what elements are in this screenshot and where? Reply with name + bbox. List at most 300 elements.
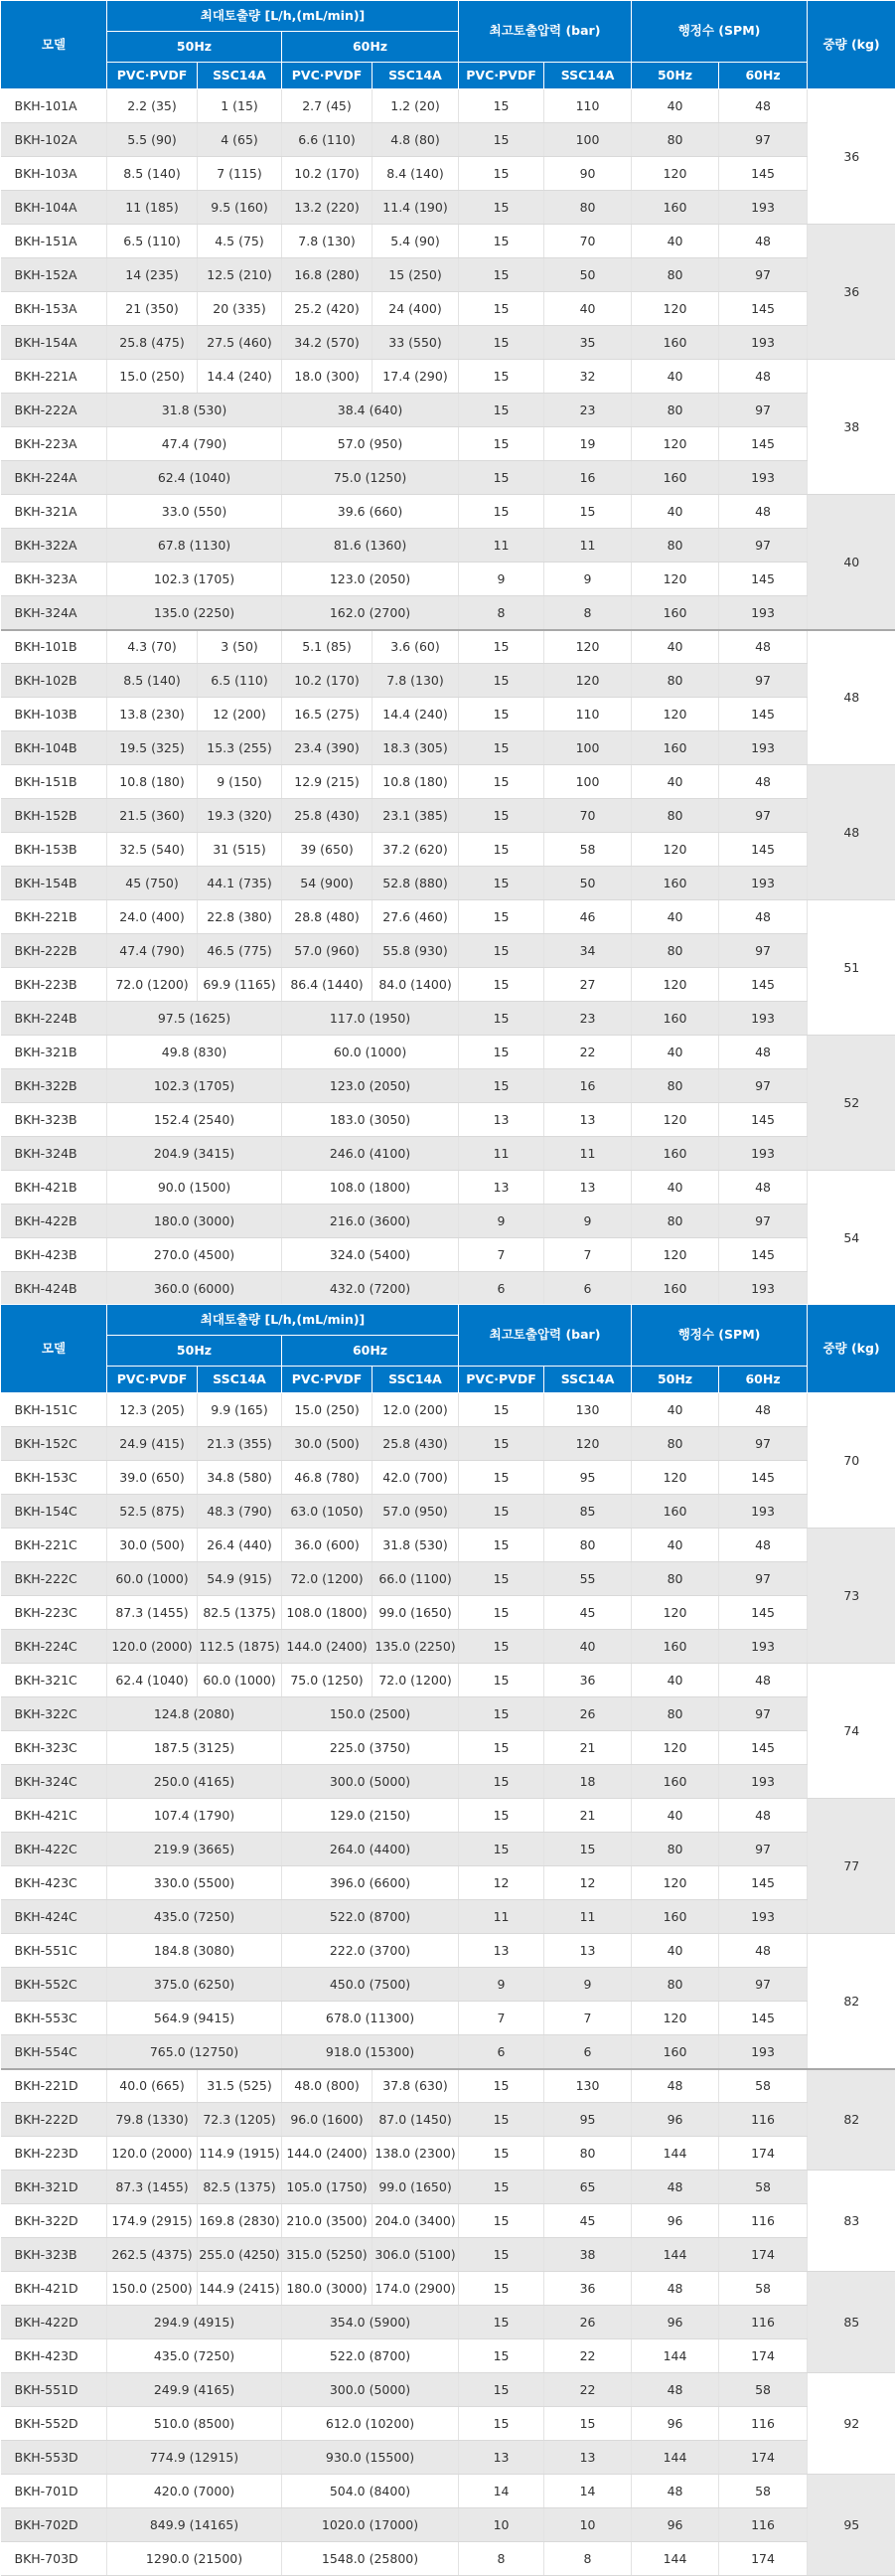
strokes-60hz-cell: 145 <box>719 157 808 191</box>
table-row <box>1 2171 895 2204</box>
flow-60hz-cell: 57.0 (950) <box>282 427 459 461</box>
model-cell: BKH-152B <box>1 799 107 833</box>
strokes-50hz-cell: 40 <box>632 1934 719 1968</box>
flow-50hz-ssc-cell: 22.8 (380) <box>198 900 282 934</box>
flow-60hz-ssc-cell: 52.8 (880) <box>373 867 459 900</box>
flow-60hz-ssc-cell: 27.6 (460) <box>373 900 459 934</box>
flow-60hz-ssc-cell: 87.0 (1450) <box>373 2103 459 2137</box>
table-row <box>1 2306 895 2339</box>
strokes-50hz-cell: 160 <box>632 731 719 765</box>
table-row <box>1 2508 895 2542</box>
table-row <box>1 1731 895 1765</box>
table-row <box>1 664 895 698</box>
pressure-ssc-cell: 55 <box>544 1562 632 1596</box>
strokes-60hz-cell: 193 <box>719 2035 808 2069</box>
pressure-ssc-cell: 15 <box>544 495 632 529</box>
model-cell: BKH-321C <box>1 1664 107 1697</box>
pressure-ssc-cell: 130 <box>544 2069 632 2103</box>
flow-60hz-pvc-cell: 72.0 (1200) <box>282 1562 373 1596</box>
flow-50hz-pvc-cell: 45 (750) <box>107 867 198 900</box>
strokes-50hz-cell: 80 <box>632 258 719 292</box>
strokes-50hz-cell: 96 <box>632 2306 719 2339</box>
flow-60hz-ssc-cell: 17.4 (290) <box>373 360 459 394</box>
table-row <box>1 765 895 799</box>
strokes-60hz-cell: 97 <box>719 1833 808 1866</box>
flow-60hz-cell: 504.0 (8400) <box>282 2475 459 2508</box>
flow-60hz-ssc-header: SSC14A <box>373 1367 459 1393</box>
flow-50hz-cell: 124.8 (2080) <box>107 1697 282 1731</box>
pressure-pvc-cell: 15 <box>459 2339 544 2373</box>
table-row <box>1 1664 895 1697</box>
flow-60hz-cell: 123.0 (2050) <box>282 563 459 596</box>
flow-60hz-ssc-cell: 33 (550) <box>373 326 459 360</box>
flow-60hz-pvc-cell: 108.0 (1800) <box>282 1596 373 1630</box>
flow-60hz-ssc-cell: 7.8 (130) <box>373 664 459 698</box>
flow-60hz-pvc-cell: 6.6 (110) <box>282 123 373 157</box>
model-cell: BKH-104A <box>1 191 107 225</box>
flow-60hz-pvc-cell: 144.0 (2400) <box>282 1630 373 1664</box>
strokes-60hz-cell: 193 <box>719 731 808 765</box>
weight-cell: 36 <box>808 89 895 225</box>
strokes-50hz-cell: 40 <box>632 900 719 934</box>
table-row <box>1 1002 895 1036</box>
flow-60hz-ssc-cell: 55.8 (930) <box>373 934 459 968</box>
model-cell: BKH-323A <box>1 563 107 596</box>
pressure-ssc-cell: 7 <box>544 2002 632 2035</box>
flow-60hz-pvc-cell: 7.8 (130) <box>282 225 373 258</box>
flow-60hz-pvc-cell: 18.0 (300) <box>282 360 373 394</box>
strokes-60hz-cell: 48 <box>719 1664 808 1697</box>
weight-cell: 51 <box>808 900 895 1036</box>
flow-50hz-ssc-cell: 34.8 (580) <box>198 1461 282 1495</box>
flow-60hz-ssc-cell: 99.0 (1650) <box>373 1596 459 1630</box>
strokes-50hz-cell: 120 <box>632 1103 719 1137</box>
strokes-50hz-cell: 144 <box>632 2339 719 2373</box>
flow-60hz-pvc-cell: 210.0 (3500) <box>282 2204 373 2238</box>
pressure-pvc-cell: 8 <box>459 2542 544 2576</box>
pressure-ssc-header: SSC14A <box>544 1367 632 1393</box>
pressure-ssc-cell: 58 <box>544 833 632 867</box>
table-row <box>1 731 895 765</box>
weight-cell: 92 <box>808 2373 895 2475</box>
flow-60hz-ssc-cell: 12.0 (200) <box>373 1393 459 1427</box>
strokes-50hz-cell: 120 <box>632 1461 719 1495</box>
model-header: 모델 <box>1 1 107 89</box>
pressure-pvc-cell: 15 <box>459 664 544 698</box>
flow-50hz-pvc-cell: 5.5 (90) <box>107 123 198 157</box>
pressure-ssc-cell: 6 <box>544 2035 632 2069</box>
strokes-50hz-cell: 120 <box>632 2002 719 2035</box>
model-cell: BKH-151B <box>1 765 107 799</box>
flow-50hz-ssc-cell: 14.4 (240) <box>198 360 282 394</box>
flow-60hz-ssc-cell: 11.4 (190) <box>373 191 459 225</box>
pressure-pvc-cell: 15 <box>459 495 544 529</box>
strokes-50hz-cell: 40 <box>632 1171 719 1205</box>
model-cell: BKH-102B <box>1 664 107 698</box>
flow-60hz-ssc-cell: 18.3 (305) <box>373 731 459 765</box>
weight-cell: 95 <box>808 2475 895 2576</box>
strokes-50hz-cell: 40 <box>632 360 719 394</box>
flow-60hz-ssc-cell: 1.2 (20) <box>373 89 459 123</box>
flow-60hz-ssc-cell: 306.0 (5100) <box>373 2238 459 2272</box>
strokes-60hz-cell: 48 <box>719 900 808 934</box>
pressure-ssc-cell: 8 <box>544 2542 632 2576</box>
weight-cell: 40 <box>808 495 895 630</box>
pressure-ssc-cell: 40 <box>544 292 632 326</box>
model-cell: BKH-421D <box>1 2272 107 2306</box>
strokes-60hz-cell: 145 <box>719 1731 808 1765</box>
model-cell: BKH-322A <box>1 529 107 563</box>
model-cell: BKH-153A <box>1 292 107 326</box>
pressure-ssc-cell: 9 <box>544 563 632 596</box>
strokes-60hz-cell: 97 <box>719 934 808 968</box>
flow-60hz-pvc-cell: 2.7 (45) <box>282 89 373 123</box>
model-cell: BKH-103B <box>1 698 107 731</box>
table-row <box>1 360 895 394</box>
flow-60hz-cell: 918.0 (15300) <box>282 2035 459 2069</box>
table-row <box>1 1934 895 1968</box>
flow-60hz-cell: 150.0 (2500) <box>282 1697 459 1731</box>
model-cell: BKH-421C <box>1 1799 107 1833</box>
flow-60hz-ssc-cell: 204.0 (3400) <box>373 2204 459 2238</box>
pressure-pvc-cell: 15 <box>459 2238 544 2272</box>
strokes-60hz-cell: 58 <box>719 2171 808 2204</box>
model-cell: BKH-104B <box>1 731 107 765</box>
spec-table-2 <box>0 1304 895 2576</box>
strokes-60hz-cell: 48 <box>719 1799 808 1833</box>
model-cell: BKH-322D <box>1 2204 107 2238</box>
weight-cell: 77 <box>808 1799 895 1934</box>
table-row <box>1 191 895 225</box>
table-row <box>1 394 895 427</box>
flow-60hz-cell: 396.0 (6600) <box>282 1866 459 1900</box>
model-cell: BKH-324C <box>1 1765 107 1799</box>
strokes-50hz-cell: 160 <box>632 1002 719 1036</box>
strokes-60hz-cell: 97 <box>719 123 808 157</box>
model-header: 모델 <box>1 1305 107 1393</box>
flow-60hz-cell: 522.0 (8700) <box>282 2339 459 2373</box>
pressure-pvc-cell: 6 <box>459 2035 544 2069</box>
strokes-60hz-cell: 116 <box>719 2103 808 2137</box>
flow-50hz-pvc-cell: 8.5 (140) <box>107 664 198 698</box>
model-cell: BKH-552D <box>1 2407 107 2441</box>
flow-60hz-cell: 450.0 (7500) <box>282 1968 459 2002</box>
strokes-60hz-cell: 193 <box>719 1272 808 1306</box>
strokes-60hz-cell: 174 <box>719 2441 808 2475</box>
flow-50hz-ssc-cell: 46.5 (775) <box>198 934 282 968</box>
table-row <box>1 2441 895 2475</box>
flow-60hz-pvc-cell: 13.2 (220) <box>282 191 373 225</box>
table-body-1 <box>1 89 895 1306</box>
pressure-ssc-cell: 16 <box>544 461 632 495</box>
strokes-50hz-cell: 48 <box>632 2272 719 2306</box>
flow-50hz-cell: 152.4 (2540) <box>107 1103 282 1137</box>
flow-50hz-pvc-cell: 4.3 (70) <box>107 630 198 664</box>
strokes-60hz-cell: 116 <box>719 2204 808 2238</box>
strokes-50hz-cell: 160 <box>632 191 719 225</box>
flow-60hz-cell: 129.0 (2150) <box>282 1799 459 1833</box>
flow-60hz-pvc-cell: 30.0 (500) <box>282 1427 373 1461</box>
flow-60hz-ssc-cell: 57.0 (950) <box>373 1495 459 1529</box>
flow-50hz-pvc-cell: 21 (350) <box>107 292 198 326</box>
model-cell: BKH-322B <box>1 1069 107 1103</box>
strokes-50hz-cell: 40 <box>632 1529 719 1562</box>
pressure-ssc-cell: 46 <box>544 900 632 934</box>
pressure-ssc-cell: 22 <box>544 1036 632 1069</box>
strokes-60hz-cell: 97 <box>719 1697 808 1731</box>
model-cell: BKH-551D <box>1 2373 107 2407</box>
flow-50hz-ssc-cell: 144.9 (2415) <box>198 2272 282 2306</box>
flow-60hz-pvc-cell: 16.5 (275) <box>282 698 373 731</box>
flow-50hz-pvc-cell: 10.8 (180) <box>107 765 198 799</box>
pressure-ssc-cell: 35 <box>544 326 632 360</box>
table-row <box>1 2373 895 2407</box>
flow-50hz-pvc-cell: 60.0 (1000) <box>107 1562 198 1596</box>
flow-50hz-cell: 294.9 (4915) <box>107 2306 282 2339</box>
pressure-ssc-cell: 12 <box>544 1866 632 1900</box>
table-row <box>1 630 895 664</box>
table-row <box>1 2542 895 2576</box>
pressure-pvc-cell: 15 <box>459 326 544 360</box>
flow-60hz-ssc-cell: 37.8 (630) <box>373 2069 459 2103</box>
flow-50hz-pvc-cell: 174.9 (2915) <box>107 2204 198 2238</box>
pressure-ssc-cell: 65 <box>544 2171 632 2204</box>
flow-60hz-cell: 612.0 (10200) <box>282 2407 459 2441</box>
flow-50hz-cell: 184.8 (3080) <box>107 1934 282 1968</box>
pressure-ssc-cell: 11 <box>544 1137 632 1171</box>
model-cell: BKH-323C <box>1 1731 107 1765</box>
flow-50hz-ssc-cell: 82.5 (1375) <box>198 2171 282 2204</box>
model-cell: BKH-323B <box>1 2238 107 2272</box>
flow-50hz-ssc-cell: 31 (515) <box>198 833 282 867</box>
pressure-ssc-cell: 9 <box>544 1205 632 1238</box>
flow-60hz-cell: 222.0 (3700) <box>282 1934 459 1968</box>
model-cell: BKH-424C <box>1 1900 107 1934</box>
flow-60hz-cell: 183.0 (3050) <box>282 1103 459 1137</box>
model-cell: BKH-423D <box>1 2339 107 2373</box>
model-cell: BKH-103A <box>1 157 107 191</box>
strokes-60hz-cell: 58 <box>719 2069 808 2103</box>
flow-50hz-cell: 102.3 (1705) <box>107 1069 282 1103</box>
strokes-60hz-cell: 97 <box>719 394 808 427</box>
pressure-ssc-cell: 95 <box>544 1461 632 1495</box>
model-cell: BKH-224B <box>1 1002 107 1036</box>
flow-50hz-cell: 90.0 (1500) <box>107 1171 282 1205</box>
pressure-ssc-cell: 70 <box>544 225 632 258</box>
flow-50hz-ssc-cell: 69.9 (1165) <box>198 968 282 1002</box>
pressure-ssc-cell: 9 <box>544 1968 632 2002</box>
table-row <box>1 833 895 867</box>
strokes-50hz-cell: 48 <box>632 2373 719 2407</box>
flow-50hz-cell: 774.9 (12915) <box>107 2441 282 2475</box>
flow-50hz-ssc-cell: 82.5 (1375) <box>198 1596 282 1630</box>
flow-50hz-pvc-cell: 262.5 (4375) <box>107 2238 198 2272</box>
pressure-pvc-cell: 15 <box>459 2306 544 2339</box>
pressure-pvc-cell: 8 <box>459 596 544 630</box>
table-row <box>1 799 895 833</box>
strokes-50hz-cell: 120 <box>632 292 719 326</box>
strokes-50hz-cell: 80 <box>632 394 719 427</box>
pressure-pvc-cell: 15 <box>459 258 544 292</box>
table-row <box>1 1799 895 1833</box>
flow-60hz-cell: 264.0 (4400) <box>282 1833 459 1866</box>
pressure-pvc-cell: 15 <box>459 191 544 225</box>
flow-60hz-pvc-cell: 5.1 (85) <box>282 630 373 664</box>
pressure-pvc-cell: 15 <box>459 900 544 934</box>
flow-50hz-pvc-cell: 21.5 (360) <box>107 799 198 833</box>
weight-cell: 73 <box>808 1529 895 1664</box>
flow-50hz-cell: 107.4 (1790) <box>107 1799 282 1833</box>
flow-50hz-cell: 47.4 (790) <box>107 427 282 461</box>
table-row <box>1 563 895 596</box>
pressure-ssc-cell: 36 <box>544 1664 632 1697</box>
strokes-50hz-cell: 96 <box>632 2103 719 2137</box>
flow-50hz-ssc-cell: 12 (200) <box>198 698 282 731</box>
flow-60hz-ssc-cell: 15 (250) <box>373 258 459 292</box>
strokes-60hz-cell: 97 <box>719 1205 808 1238</box>
model-cell: BKH-322C <box>1 1697 107 1731</box>
pressure-pvc-cell: 7 <box>459 1238 544 1272</box>
strokes-50hz-cell: 160 <box>632 2035 719 2069</box>
pressure-ssc-cell: 11 <box>544 529 632 563</box>
strokes-50hz-cell: 40 <box>632 495 719 529</box>
strokes-60hz-cell: 145 <box>719 427 808 461</box>
flow-50hz-ssc-cell: 9.5 (160) <box>198 191 282 225</box>
pressure-ssc-cell: 38 <box>544 2238 632 2272</box>
flow-60hz-pvc-cell: 16.8 (280) <box>282 258 373 292</box>
pressure-pvc-cell: 13 <box>459 1103 544 1137</box>
flow-60hz-pvc-cell: 57.0 (960) <box>282 934 373 968</box>
flow-50hz-pvc-cell: 30.0 (500) <box>107 1529 198 1562</box>
flow-60hz-ssc-cell: 99.0 (1650) <box>373 2171 459 2204</box>
strokes-60hz-cell: 145 <box>719 1596 808 1630</box>
pressure-pvc-cell: 15 <box>459 360 544 394</box>
model-cell: BKH-154A <box>1 326 107 360</box>
strokes-50hz-cell: 80 <box>632 1205 719 1238</box>
model-cell: BKH-702D <box>1 2508 107 2542</box>
pressure-pvc-cell: 6 <box>459 1272 544 1306</box>
model-cell: BKH-423C <box>1 1866 107 1900</box>
model-cell: BKH-151A <box>1 225 107 258</box>
pressure-pvc-cell: 15 <box>459 1765 544 1799</box>
strokes-50hz-cell: 40 <box>632 1036 719 1069</box>
table-row <box>1 1171 895 1205</box>
model-cell: BKH-153C <box>1 1461 107 1495</box>
table-row <box>1 2272 895 2306</box>
strokes-60hz-cell: 174 <box>719 2137 808 2171</box>
flow-50hz-pvc-cell: 6.5 (110) <box>107 225 198 258</box>
flow-50hz-cell: 1290.0 (21500) <box>107 2542 282 2576</box>
table-row <box>1 1495 895 1529</box>
pressure-pvc-cell: 15 <box>459 1461 544 1495</box>
flow-60hz-cell: 678.0 (11300) <box>282 2002 459 2035</box>
flow-50hz-ssc-cell: 27.5 (460) <box>198 326 282 360</box>
pressure-pvc-cell: 15 <box>459 1731 544 1765</box>
pressure-pvc-cell: 15 <box>459 968 544 1002</box>
model-cell: BKH-554C <box>1 2035 107 2069</box>
strokes-50hz-cell: 160 <box>632 1765 719 1799</box>
flow-60hz-pvc-cell: 39 (650) <box>282 833 373 867</box>
flow-60hz-cell: 225.0 (3750) <box>282 1731 459 1765</box>
model-cell: BKH-152A <box>1 258 107 292</box>
flow-50hz-pvc-cell: 120.0 (2000) <box>107 2137 198 2171</box>
flow-50hz-ssc-cell: 26.4 (440) <box>198 1529 282 1562</box>
flow-50hz-cell: 435.0 (7250) <box>107 1900 282 1934</box>
strokes-60hz-cell: 145 <box>719 1461 808 1495</box>
pressure-ssc-cell: 95 <box>544 2103 632 2137</box>
table-row <box>1 123 895 157</box>
pressure-pvc-cell: 15 <box>459 2373 544 2407</box>
flow-50hz-ssc-cell: 20 (335) <box>198 292 282 326</box>
strokes-50hz-cell: 120 <box>632 833 719 867</box>
pressure-ssc-cell: 6 <box>544 1272 632 1306</box>
model-cell: BKH-221B <box>1 900 107 934</box>
strokes-60hz-cell: 193 <box>719 1630 808 1664</box>
strokes-50hz-cell: 40 <box>632 225 719 258</box>
table-row <box>1 2035 895 2069</box>
strokes-60hz-cell: 48 <box>719 1934 808 1968</box>
flow-50hz-pvc-cell: 32.5 (540) <box>107 833 198 867</box>
pressure-ssc-cell: 45 <box>544 1596 632 1630</box>
flow-50hz-cell: 435.0 (7250) <box>107 2339 282 2373</box>
flow-60hz-cell: 81.6 (1360) <box>282 529 459 563</box>
flow-60hz-pvc-cell: 86.4 (1440) <box>282 968 373 1002</box>
table-row <box>1 292 895 326</box>
flow-50hz-pvc-cell: 47.4 (790) <box>107 934 198 968</box>
pressure-ssc-cell: 22 <box>544 2339 632 2373</box>
strokes-60hz-cell: 145 <box>719 292 808 326</box>
pressure-ssc-cell: 36 <box>544 2272 632 2306</box>
flow-60hz-ssc-cell: 25.8 (430) <box>373 1427 459 1461</box>
max-flow-header: 최대토출량 [L/h,(mL/min)] <box>107 1 459 32</box>
strokes-60hz-cell: 58 <box>719 2272 808 2306</box>
model-cell: BKH-224C <box>1 1630 107 1664</box>
table-row <box>1 1765 895 1799</box>
pressure-pvc-cell: 15 <box>459 89 544 123</box>
flow-50hz-cell: 97.5 (1625) <box>107 1002 282 1036</box>
strokes-50hz-cell: 80 <box>632 1562 719 1596</box>
flow-60hz-pvc-cell: 10.2 (170) <box>282 664 373 698</box>
flow-50hz-cell: 375.0 (6250) <box>107 1968 282 2002</box>
strokes-50hz-cell: 40 <box>632 1393 719 1427</box>
flow-50hz-ssc-cell: 31.5 (525) <box>198 2069 282 2103</box>
pressure-ssc-cell: 13 <box>544 1103 632 1137</box>
table-row <box>1 258 895 292</box>
pressure-pvc-cell: 9 <box>459 563 544 596</box>
table-row <box>1 1427 895 1461</box>
strokes-50hz-cell: 96 <box>632 2204 719 2238</box>
pressure-pvc-cell: 15 <box>459 1393 544 1427</box>
pressure-pvc-header: PVC·PVDF <box>459 1367 544 1393</box>
flow-50hz-ssc-cell: 44.1 (735) <box>198 867 282 900</box>
flow-50hz-ssc-header: SSC14A <box>198 1367 282 1393</box>
table-row <box>1 1968 895 2002</box>
pressure-pvc-header: PVC·PVDF <box>459 63 544 89</box>
model-cell: BKH-221C <box>1 1529 107 1562</box>
flow-50hz-pvc-header: PVC·PVDF <box>107 1367 198 1393</box>
model-cell: BKH-422D <box>1 2306 107 2339</box>
weight-cell: 48 <box>808 765 895 900</box>
strokes-50hz-cell: 120 <box>632 563 719 596</box>
strokes-60hz-cell: 116 <box>719 2508 808 2542</box>
pressure-ssc-cell: 100 <box>544 123 632 157</box>
pressure-pvc-cell: 15 <box>459 2272 544 2306</box>
flow-60hz-cell: 39.6 (660) <box>282 495 459 529</box>
pressure-pvc-cell: 15 <box>459 1596 544 1630</box>
table-row <box>1 1205 895 1238</box>
flow-50hz-ssc-cell: 19.3 (320) <box>198 799 282 833</box>
pressure-pvc-cell: 15 <box>459 1427 544 1461</box>
